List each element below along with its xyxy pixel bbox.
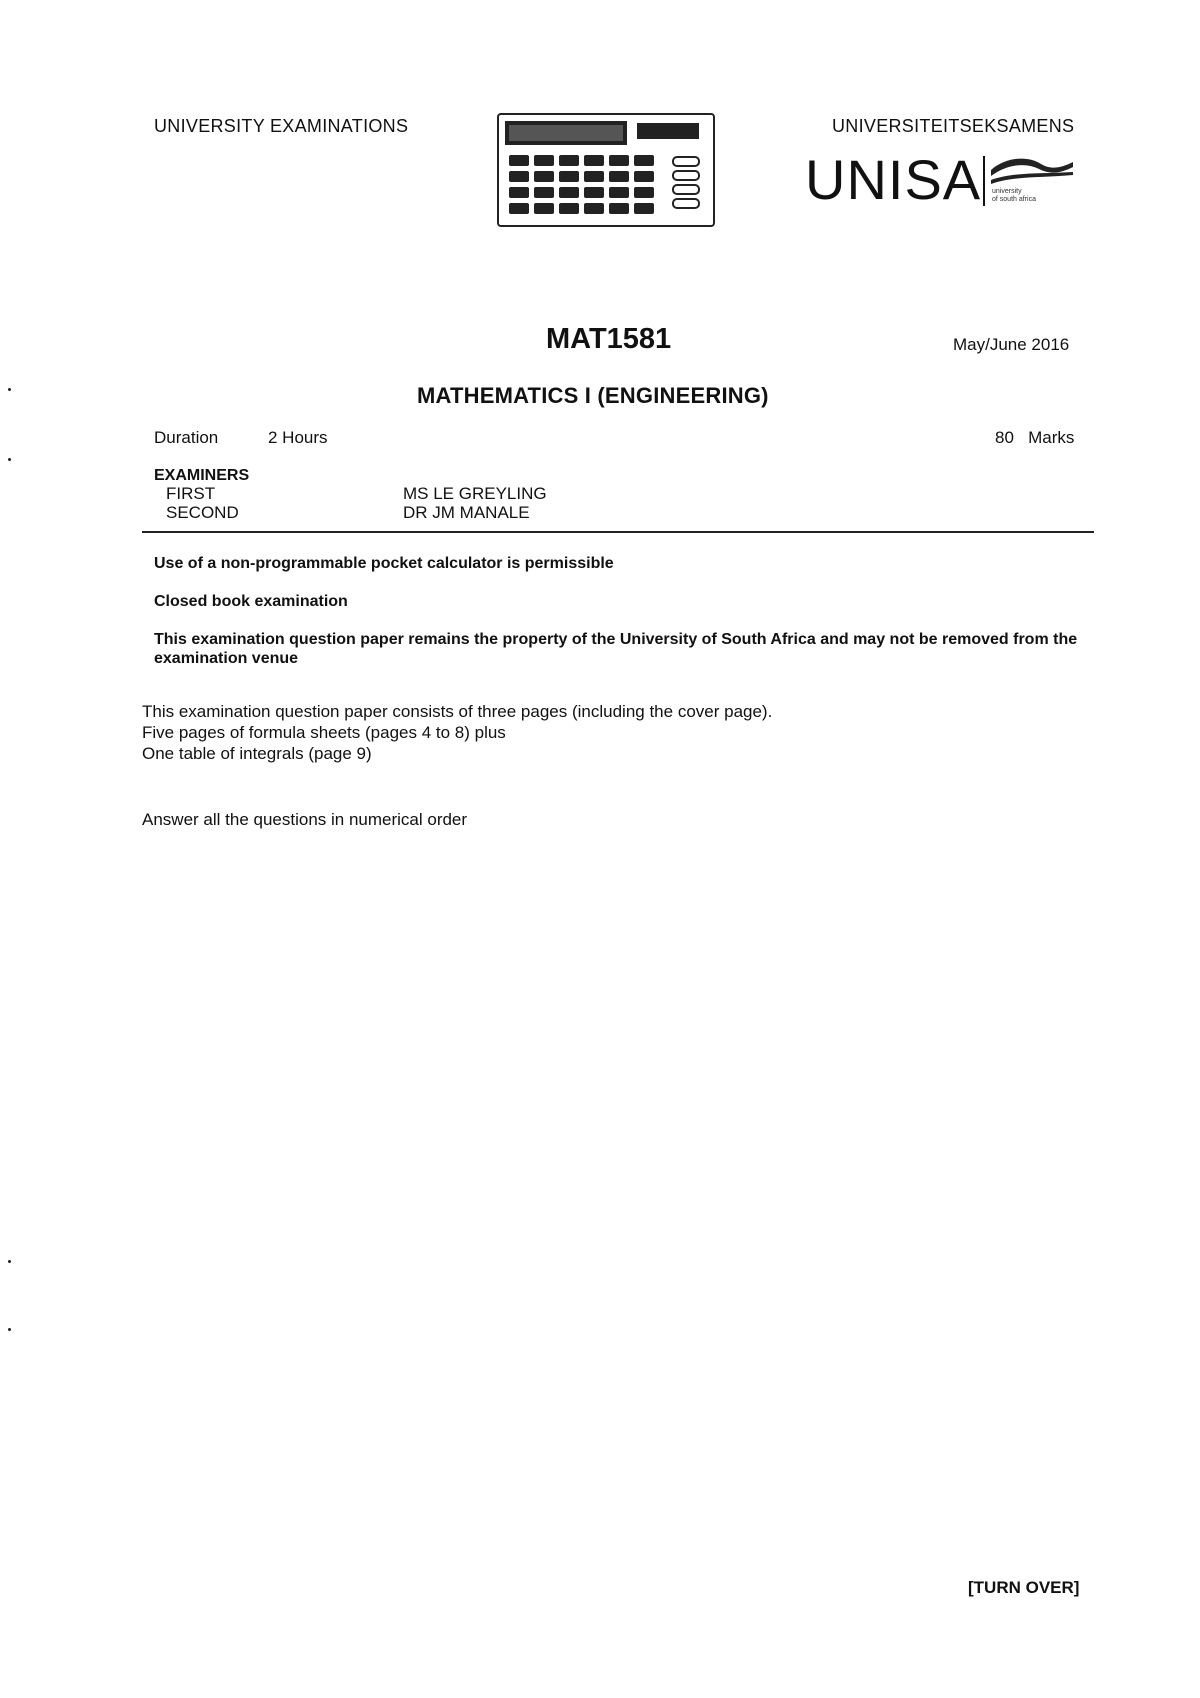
property-note: This examination question paper remains the property of the University of South Africa and may not be removed from the examination venue bbox=[154, 631, 1078, 667]
logo-divider bbox=[983, 156, 985, 206]
examiners-heading: EXAMINERS bbox=[154, 467, 250, 484]
second-examiner-label: SECOND bbox=[166, 503, 239, 522]
header-left-title: UNIVERSITY EXAMINATIONS bbox=[154, 116, 409, 136]
integrals-table-line: One table of integrals (page 9) bbox=[142, 744, 372, 763]
first-examiner-name: MS LE GREYLING bbox=[403, 484, 547, 503]
paper-pages-line: This examination question paper consists of three pages (including the cover page). bbox=[142, 702, 773, 721]
calculator-note: Use of a non-programmable pocket calculator is permissible bbox=[154, 555, 614, 572]
turn-over-label: [TURN OVER] bbox=[968, 1578, 1080, 1597]
instructions-line: Answer all the questions in numerical order bbox=[142, 810, 468, 829]
second-examiner-name: DR JM MANALE bbox=[403, 503, 530, 522]
header-right-title: UNIVERSITEITSEKSAMENS bbox=[832, 116, 1075, 136]
calculator-icon bbox=[497, 113, 715, 227]
unisa-logo bbox=[805, 148, 1075, 218]
scan-mark bbox=[8, 388, 11, 391]
duration-value: 2 Hours bbox=[268, 428, 328, 447]
scan-mark bbox=[8, 1260, 11, 1263]
scan-mark bbox=[8, 458, 11, 461]
exam-session: May/June 2016 bbox=[953, 335, 1070, 354]
logo-emblem-icon bbox=[989, 154, 1075, 214]
duration-label: Duration bbox=[154, 428, 219, 447]
logo-subtext: university of south africa bbox=[992, 188, 1036, 203]
first-examiner-label: FIRST bbox=[166, 484, 216, 503]
formula-sheets-line: Five pages of formula sheets (pages 4 to 8) plus bbox=[142, 723, 506, 742]
header-divider bbox=[142, 531, 1094, 533]
module-code: MAT1581 bbox=[546, 323, 672, 355]
unisa-wordmark: UNISA bbox=[805, 148, 982, 211]
closed-book-note: Closed book examination bbox=[154, 593, 348, 610]
exam-title: MATHEMATICS I (ENGINEERING) bbox=[417, 383, 769, 408]
total-marks: 80 Marks bbox=[995, 428, 1075, 447]
scan-mark bbox=[8, 1328, 11, 1331]
